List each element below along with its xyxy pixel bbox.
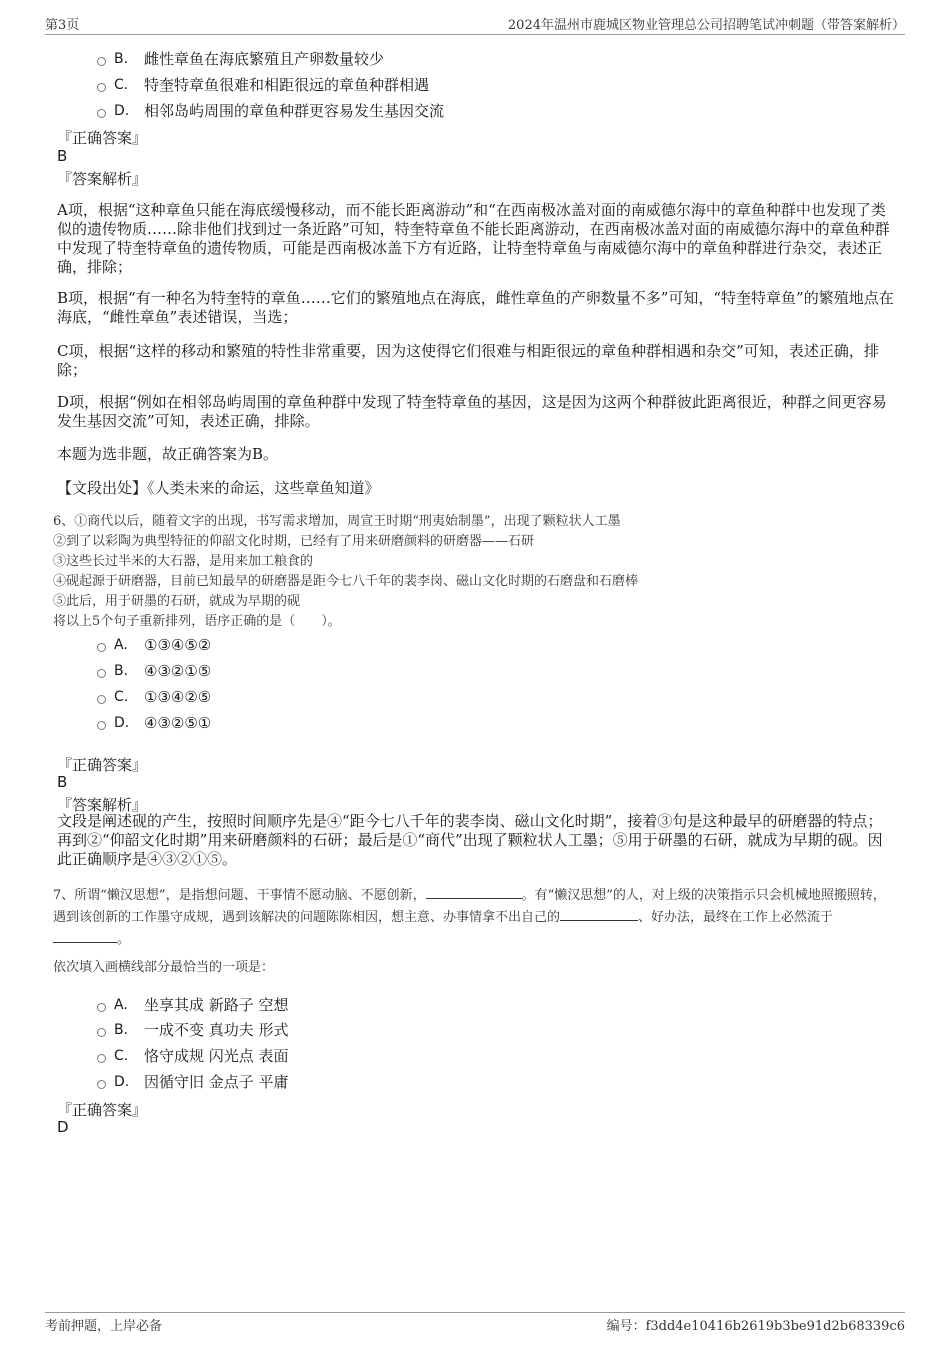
q6-analysis-label: 『答案解析』 xyxy=(57,796,148,814)
page-number: 第3页 xyxy=(45,18,80,33)
q5-conclusion: 本题为选非题，故正确答案为B。 xyxy=(57,445,279,463)
q5-option-d[interactable]: D. 相邻岛屿周围的章鱼种群更容易发生基因交流 xyxy=(97,100,444,121)
q5-option-c[interactable]: C. 特奎特章鱼很难和相距很远的章鱼种群相遇 xyxy=(97,74,429,95)
q7-option-c[interactable]: C. 恪守成规 闪光点 表面 xyxy=(97,1045,289,1066)
q5-answer-label: 『正确答案』 xyxy=(57,129,148,147)
document-title: 2024年温州市鹿城区物业管理总公司招聘笔试冲刺题（带答案解析） xyxy=(507,18,905,33)
radio-icon[interactable] xyxy=(97,83,106,92)
q5-analysis-label: 『答案解析』 xyxy=(57,170,148,188)
q7-option-a[interactable]: A. 坐享其成 新路子 空想 xyxy=(97,994,289,1015)
q6-answer: B xyxy=(57,773,68,791)
blank-1 xyxy=(426,884,522,899)
radio-icon[interactable] xyxy=(97,1080,106,1089)
footer-code: 编号：f3dd4e10416b2619b3be91d2b68339c6 xyxy=(606,1319,905,1334)
radio-icon[interactable] xyxy=(97,721,106,730)
q6-line-2: ②到了以彩陶为典型特征的仰韶文化时期，已经有了用来研磨颜料的研磨器——石研 xyxy=(53,534,535,549)
q7-prompt: 依次填入画横线部分最恰当的一项是： xyxy=(53,960,275,975)
q6-option-a[interactable]: A. ①③④⑤② xyxy=(97,636,211,654)
radio-icon[interactable] xyxy=(97,669,106,678)
radio-icon[interactable] xyxy=(97,1028,106,1037)
q6-line-1: 6、①商代以后，随着文字的出现，书写需求增加，周宣王时期“刑夷始制墨”，出现了颗粒状人工墨 xyxy=(53,514,621,529)
q7-option-b[interactable]: B. 一成不变 真功夫 形式 xyxy=(97,1019,289,1040)
q6-prompt: 将以上5个句子重新排列，语序正确的是（ ）。 xyxy=(53,614,341,629)
q5-source: 【文段出处】《人类未来的命运，这些章鱼知道》 xyxy=(57,479,380,497)
radio-icon[interactable] xyxy=(97,643,106,652)
q6-option-c[interactable]: C. ①③④②⑤ xyxy=(97,688,211,706)
q5-analysis-d: D项，根据“例如在相邻岛屿周围的章鱼种群中发现了特奎特章鱼的基因，这是因为这两个种群彼此距离很近，种群之间更容易发生基因交流”可知，表述正确，排除。 xyxy=(57,393,887,430)
q5-answer: B xyxy=(57,147,68,165)
q6-option-d[interactable]: D. ④③②⑤① xyxy=(97,714,211,732)
q5-analysis-c: C项，根据“这样的移动和繁殖的特性非常重要，因为这使得它们很难与相距很远的章鱼种群相遇和杂交”可知，表述正确，排除； xyxy=(57,342,879,379)
radio-icon[interactable] xyxy=(97,1054,106,1063)
q5-analysis-a: A项，根据“这种章鱼只能在海底缓慢移动，而不能长距离游动”和“在西南极冰盖对面的南威德尔海中的章鱼种群中也发现了类似的遗传物质……除非他们找到过一条近路”可知，特奎特章鱼不能长距离游动，在西南极冰盖对面的南威德尔海中的章鱼种群中发现了特奎特章鱼的遗传物质，可能是西南极冰盖下方有近路，让特奎特章鱼与南威德尔海中的章鱼种群进行杂交，表述正确，排除； xyxy=(57,201,890,276)
page-header xyxy=(45,14,905,35)
q6-option-b[interactable]: B. ④③②①⑤ xyxy=(97,662,211,680)
q6-line-3: ③这些长过半米的大石器，是用来加工粮食的 xyxy=(53,554,314,569)
radio-icon[interactable] xyxy=(97,695,106,704)
radio-icon[interactable] xyxy=(97,57,106,66)
q7-answer: D xyxy=(57,1118,69,1136)
blank-2 xyxy=(560,906,638,921)
radio-icon[interactable] xyxy=(97,109,106,118)
q7-stem: 7、所谓“懒汉思想”，是指想问题、干事情不愿动脑、不愿创新， 。有“懒汉思想”的人，对上级的决策指示只会机械地照搬照转，遇到该创新的工作墨守成规，遇到该解决的问题陈陈相因，想主意、办事情拿不出自己的 、好办法，最终在工作上必然流于 。 xyxy=(53,884,898,950)
blank-3 xyxy=(53,928,117,943)
q7-answer-label: 『正确答案』 xyxy=(57,1101,148,1119)
q6-line-5: ⑤此后，用于研墨的石研，就成为早期的砚 xyxy=(53,594,301,609)
q6-analysis: 文段是阐述砚的产生，按照时间顺序先是④“距今七八千年的裴李岗、磁山文化时期”，接着③句是这种最早的研磨器的特点；再到②“仰韶文化时期”用来研磨颜料的石研；最后是①“商代”出现了颗粒状人工墨；⑤用于研墨的石研，就成为早期的砚。因此正确顺序是④③②①⑤。 xyxy=(57,812,883,868)
q7-option-d[interactable]: D. 因循守旧 金点子 平庸 xyxy=(97,1071,289,1092)
q6-line-4: ④砚起源于研磨器，目前已知最早的研磨器是距今七八千年的裴李岗、磁山文化时期的石磨盘和石磨棒 xyxy=(53,574,639,589)
footer-slogan: 考前押题，上岸必备 xyxy=(45,1319,163,1334)
page-footer xyxy=(45,1312,905,1335)
q5-analysis-b: B项，根据“有一种名为特奎特的章鱼……它们的繁殖地点在海底，雌性章鱼的产卵数量不多”可知，“特奎特章鱼”的繁殖地点在海底，“雌性章鱼”表述错误，当选； xyxy=(57,289,894,326)
q6-answer-label: 『正确答案』 xyxy=(57,756,148,774)
q5-option-b[interactable]: B. 雌性章鱼在海底繁殖且产卵数量较少 xyxy=(97,48,384,69)
radio-icon[interactable] xyxy=(97,1003,106,1012)
